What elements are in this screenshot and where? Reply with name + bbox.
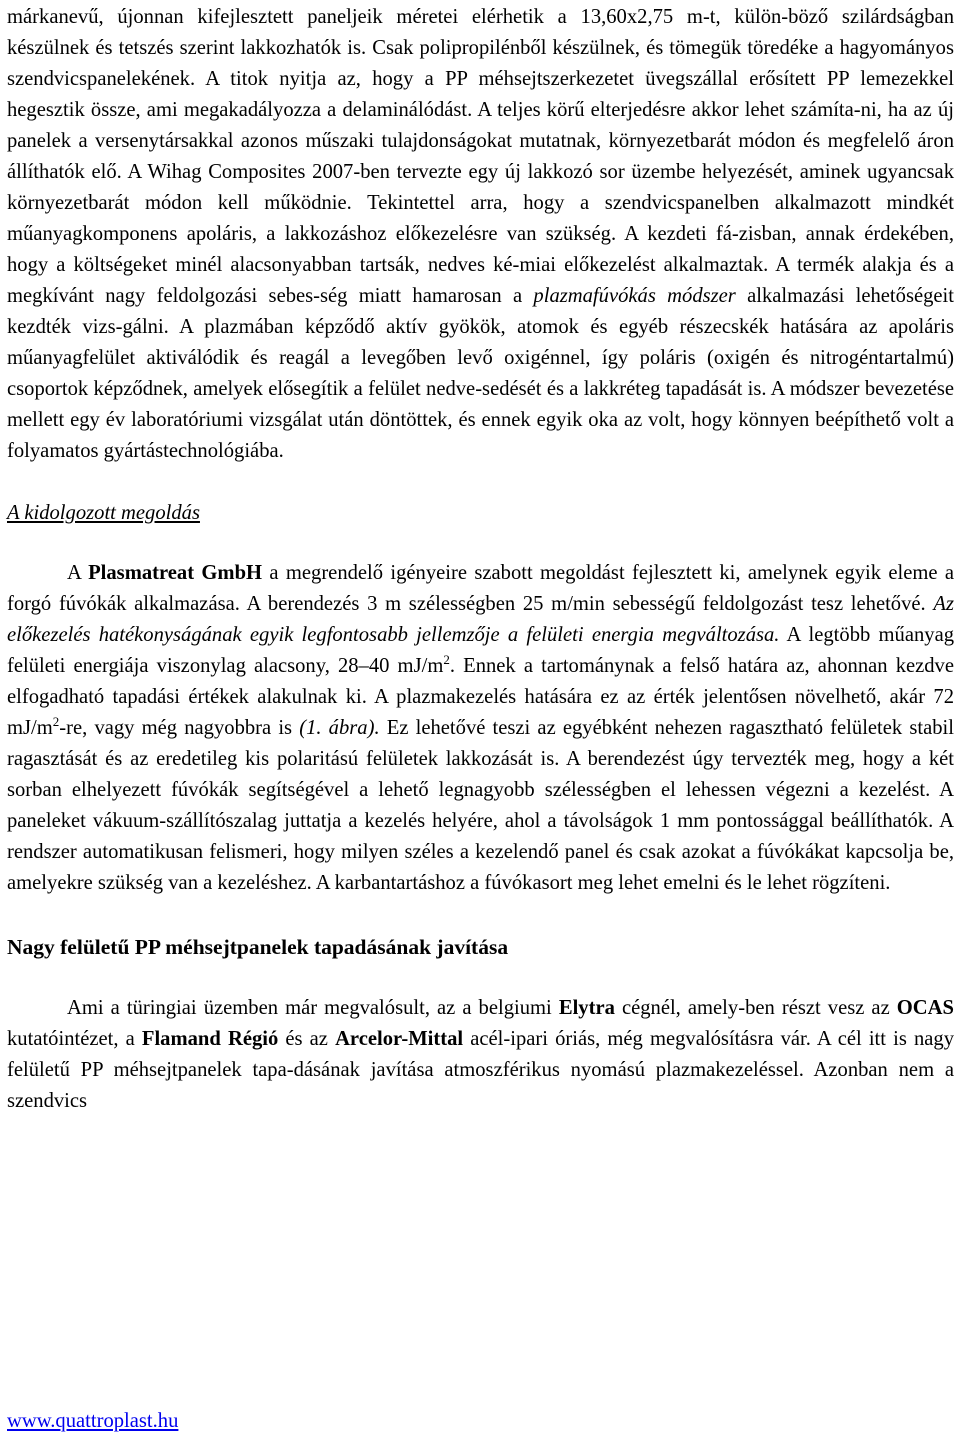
text-run: Ami a türingiai üzemben már megvalósult, az a belgiumi <box>67 997 559 1019</box>
body-paragraph <box>7 993 954 1117</box>
company-name: Elytra <box>558 997 615 1019</box>
figure-reference: (1. ábra). <box>299 717 380 739</box>
text-run: kutatóintézet, a <box>7 1028 142 1050</box>
italic-term: plazmafúvókás módszer <box>533 285 736 307</box>
text-run: A legtöbb műanyag felületi energiája viszonylag alacsony, 28–40 mJ/m <box>7 624 955 677</box>
company-name: Arcelor-Mittal <box>335 1028 464 1050</box>
spacer <box>7 529 954 558</box>
text-run: -re, vagy még nagyobbra is <box>59 717 300 739</box>
text-run: cégnél, amely-ben részt vesz az <box>614 997 897 1019</box>
spacer <box>7 899 954 932</box>
body-paragraph <box>7 2 954 467</box>
section-heading: Nagy felületű PP méhsejtpanelek tapadásának javítása <box>7 935 509 959</box>
text-run: márkanevű, újonnan kifejlesztett paneljeik méretei elérhetik a 13,60x2,75 m-t, külön-böző szilárdságban készülnek és tetszés szerint lakkozhatók is. Csak polipropilénből készülnek, és tömegük töredéke a hagyományos szendvicspanelekének. A titok nyitja az, hogy a PP méhsejtszerkezetet üvegszállal erősített PP lemezekkel hegesztik össze, ami megakadályozza a delaminálódást. A teljes körű elterjedésre akkor lehet számíta-ni, ha az új panelek a versenytársakkal azonos műszaki tulajdonságokat mutatnak, környezetbarát módon és megfelelő áron állíthatók elő. A Wihag Composites 2007-ben tervezte egy új lakkozó sor üzembe helyezését, aminek ugyancsak környezetbarát módon kell működnie. Tekintettel arra, hogy a szendvicspanelben alkalmazott mindkét műanyagkomponens apoláris, a lakkozáshoz előkezelésre van szükség. A kezdeti fá-zisban, annak érdekében, hogy a költségeket minél alacsonyabban tartsák, nedves ké-miai előkezelést alkalmaztak. A termék alakja és a megkívánt nagy feldolgozási sebes-ség miatt hamarosan a <box>7 6 954 307</box>
text-run: és az <box>278 1028 336 1050</box>
text-run: A <box>67 562 89 584</box>
spacer <box>7 963 954 993</box>
company-name: Plasmatreat GmbH <box>88 562 263 584</box>
superscript: 2 <box>443 652 450 667</box>
text-run: a megrendelő igényeire szabott megoldást fejlesztett ki, amelynek egyik eleme a forgó fúvókák alkalmazása. A berendezés 3 m szélességben 25 m/min sebességű feldolgozást tesz lehetővé. <box>7 562 954 615</box>
italic-sentence: Az előkezelés hatékonyságának egyik legfontosabb jellemzője a felületi energia megváltozása. <box>7 593 954 646</box>
superscript: 2 <box>52 714 60 729</box>
spacer <box>7 467 954 498</box>
text-run: . Ennek a tartománynak a felső határa az, ahonnan kezdve elfogadható tapadási értékek alakulnak ki. A plazmakezelés hatására ez az érték jelentősen növelhető, akár 72 mJ/m <box>7 655 954 739</box>
document-page <box>7 2 954 1117</box>
text-run: Ez lehetővé teszi az egyébként nehezen ragasztható felületek stabil ragasztását és az eredetileg kis polaritású felületek lakkozását is. A berendezést úgy tervezték meg, hogy a két sorban elhelyezett fúvókák segítségével a lehető legnagyobb szélességben el lehessen végezni a kezelést. A paneleket vákuum-szállítószalag juttatja a kezelés helyére, ahol a távolságok 1 mm pontossággal beállíthatók. A rendszer automatikusan felismeri, hogy milyen széles a kezelendő panel és csak azokat a fúvókákat kapcsolja be, amelyekre szükség van a kezeléshez. A karbantartáshoz a fúvókasort meg lehet emelni és le lehet rögzíteni. <box>7 717 954 894</box>
body-paragraph <box>7 558 954 899</box>
subsection-heading: A kidolgozott megoldás <box>7 502 200 524</box>
region-name: Flamand Régió <box>141 1028 279 1050</box>
text-run: acél-ipari óriás, még megvalósításra vár. A cél itt is nagy felületű PP méhsejtpanelek tapa-dásának javítása atmoszférikus nyomású plazmakezeléssel. Azonban nem a szendvics <box>7 1028 954 1112</box>
text-run: alkalmazási lehetőségeit kezdték vizs-gálni. A plazmában képződő aktív gyökök, atomok és egyéb részecskék hatására az apoláris műanyagfelület aktiválódik és reagál a levegőben levő oxigénnel, így poláris (oxigén és nitrogéntartalmú) csoportok képződnek, amelyek elősegítik a felület nedve-sedését és a lakkréteg tapadását is. A módszer bevezetése mellett egy év laboratóriumi vizsgálat után döntöttek, és ennek egyik oka az volt, hogy könnyen beépíthető volt a folyamatos gyártástechnológiába. <box>7 285 954 462</box>
institute-name: OCAS <box>896 997 954 1019</box>
footer-website-link[interactable]: www.quattroplast.hu <box>7 1410 179 1432</box>
